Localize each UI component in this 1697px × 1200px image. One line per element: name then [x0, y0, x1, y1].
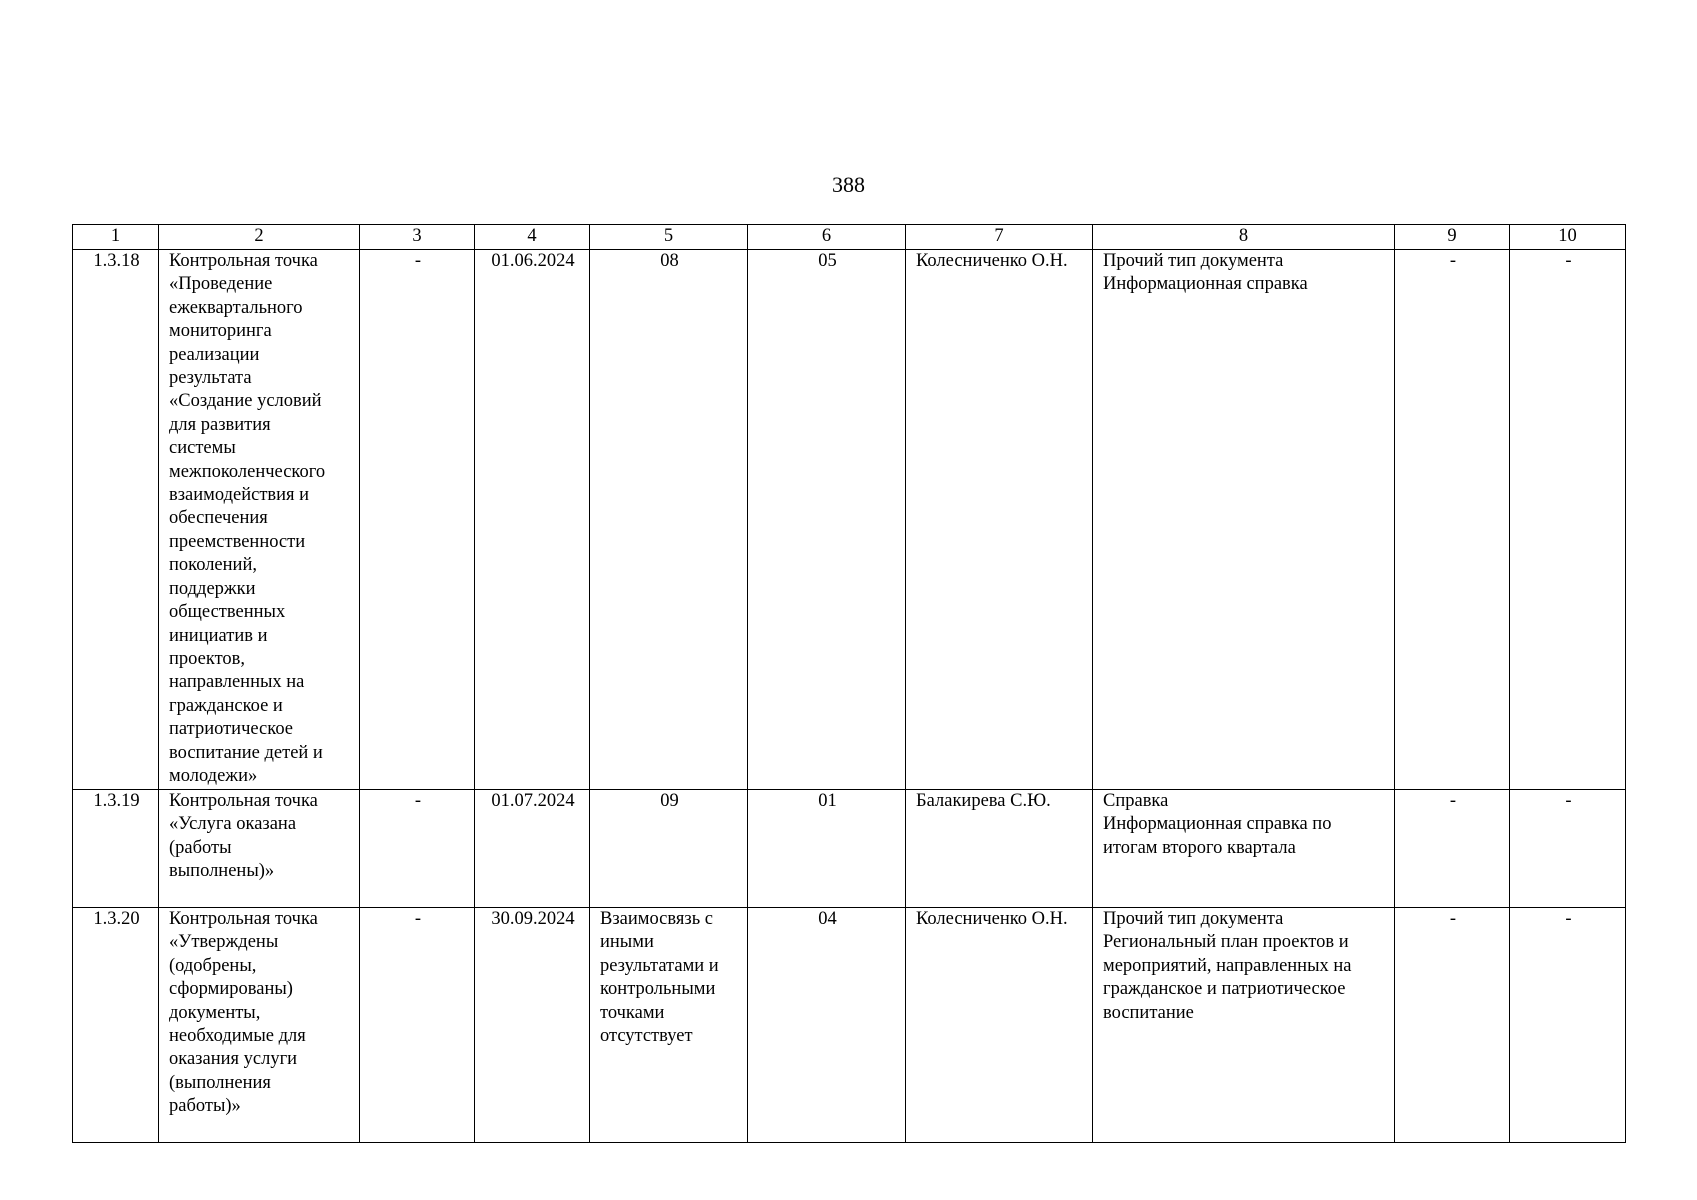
text-line: «Утверждены [169, 932, 279, 953]
col9-cell: - [1395, 790, 1510, 908]
text-line: мониторинга [169, 321, 272, 342]
page-number: 388 [832, 172, 865, 197]
text-line: воспитание [1103, 1002, 1194, 1023]
col10-cell: - [1510, 790, 1626, 908]
text-line: результатами и [600, 955, 719, 976]
text-line: точками [600, 1002, 665, 1023]
text-line: Информационная справка [1103, 274, 1308, 295]
text-line: 09 [660, 791, 679, 811]
text-line: Контрольная точка [169, 791, 318, 811]
text-line: работы)» [169, 1096, 241, 1117]
col6-cell: 04 [748, 908, 906, 1143]
col6-cell: 05 [748, 250, 906, 790]
text-line: (работы [169, 837, 232, 858]
text-line: взаимодействия и [169, 485, 310, 506]
text-line: документы, [169, 1002, 261, 1023]
row-number-cell: 1.3.18 [73, 250, 159, 790]
text-line: «Создание условий [169, 391, 322, 412]
text-line: 08 [660, 251, 679, 271]
text-line: результата [169, 368, 252, 389]
text-line: контрольными [600, 979, 716, 1000]
text-line: Региональный план проектов и [1103, 932, 1349, 953]
control-point-name-cell [159, 790, 360, 908]
text-line: поддержки [169, 578, 256, 599]
text-line: выполнены)» [169, 861, 275, 882]
document-cell [1093, 790, 1395, 908]
column-header: 4 [475, 225, 590, 250]
responsible-cell: Балакирева С.Ю. [906, 790, 1093, 908]
text-line: Информационная справка по [1103, 814, 1332, 835]
text-line: гражданское и [169, 695, 283, 716]
text-line: направленных на [169, 672, 305, 693]
text-line: отсутствует [600, 1026, 693, 1047]
header-row [73, 225, 1626, 250]
date-cell: 01.06.2024 [475, 250, 590, 790]
text-line: Справка [1103, 791, 1169, 811]
text-line: «Услуга оказана [169, 814, 297, 835]
text-line: системы [169, 438, 236, 459]
col5-cell [590, 250, 748, 790]
control-point-name-cell [159, 250, 360, 790]
col3-cell: - [360, 250, 475, 790]
text-line: воспитание детей и [169, 742, 323, 763]
column-header: 2 [159, 225, 360, 250]
col9-cell: - [1395, 250, 1510, 790]
text-line: преемственности [169, 531, 306, 552]
text-line: патриотическое [169, 719, 294, 740]
column-header: 1 [73, 225, 159, 250]
table-row [73, 908, 1626, 1143]
text-line: сформированы) [169, 979, 293, 1000]
control-point-name-cell [159, 908, 360, 1143]
date-cell: 01.07.2024 [475, 790, 590, 908]
col10-cell: - [1510, 250, 1626, 790]
date-cell: 30.09.2024 [475, 908, 590, 1143]
text-line: «Проведение [169, 274, 273, 295]
text-line: оказания услуги [169, 1049, 298, 1070]
column-header: 8 [1093, 225, 1395, 250]
col3-cell: - [360, 790, 475, 908]
control-points-table [72, 224, 1626, 1143]
column-header: 9 [1395, 225, 1510, 250]
column-header: 5 [590, 225, 748, 250]
text-line: иными [600, 932, 654, 953]
document-cell [1093, 908, 1395, 1143]
responsible-cell: Колесниченко О.Н. [906, 250, 1093, 790]
text-line: обеспечения [169, 508, 268, 529]
responsible-cell: Колесниченко О.Н. [906, 908, 1093, 1143]
document-cell [1093, 250, 1395, 790]
col9-cell: - [1395, 908, 1510, 1143]
col5-cell [590, 790, 748, 908]
text-line: гражданское и патриотическое [1103, 979, 1346, 1000]
text-line: необходимые для [169, 1026, 306, 1047]
text-line: (выполнения [169, 1072, 271, 1093]
text-line: молодежи» [169, 765, 258, 786]
column-header: 10 [1510, 225, 1626, 250]
text-line: итогам второго квартала [1103, 837, 1296, 858]
text-line: межпоколенческого [169, 461, 326, 482]
row-number-cell: 1.3.19 [73, 790, 159, 908]
col10-cell: - [1510, 908, 1626, 1143]
column-header: 3 [360, 225, 475, 250]
row-number-cell: 1.3.20 [73, 908, 159, 1143]
text-line: поколений, [169, 555, 257, 576]
text-line: общественных [169, 602, 286, 623]
text-line: Контрольная точка [169, 909, 318, 929]
text-line: реализации [169, 344, 260, 365]
text-line: мероприятий, направленных на [1103, 955, 1352, 976]
text-line: Прочий тип документа [1103, 909, 1284, 929]
text-line: для развития [169, 414, 271, 435]
col3-cell: - [360, 908, 475, 1143]
column-header: 7 [906, 225, 1093, 250]
text-line: Контрольная точка [169, 251, 318, 271]
col6-cell: 01 [748, 790, 906, 908]
text-line: ежеквартального [169, 297, 303, 318]
column-header: 6 [748, 225, 906, 250]
text-line: Взаимосвязь с [600, 909, 713, 929]
text-line: проектов, [169, 648, 246, 669]
table-row [73, 790, 1626, 908]
table-row [73, 250, 1626, 790]
text-line: Прочий тип документа [1103, 251, 1284, 271]
text-line: инициатив и [169, 625, 268, 646]
col5-cell [590, 908, 748, 1143]
text-line: (одобрены, [169, 955, 257, 976]
